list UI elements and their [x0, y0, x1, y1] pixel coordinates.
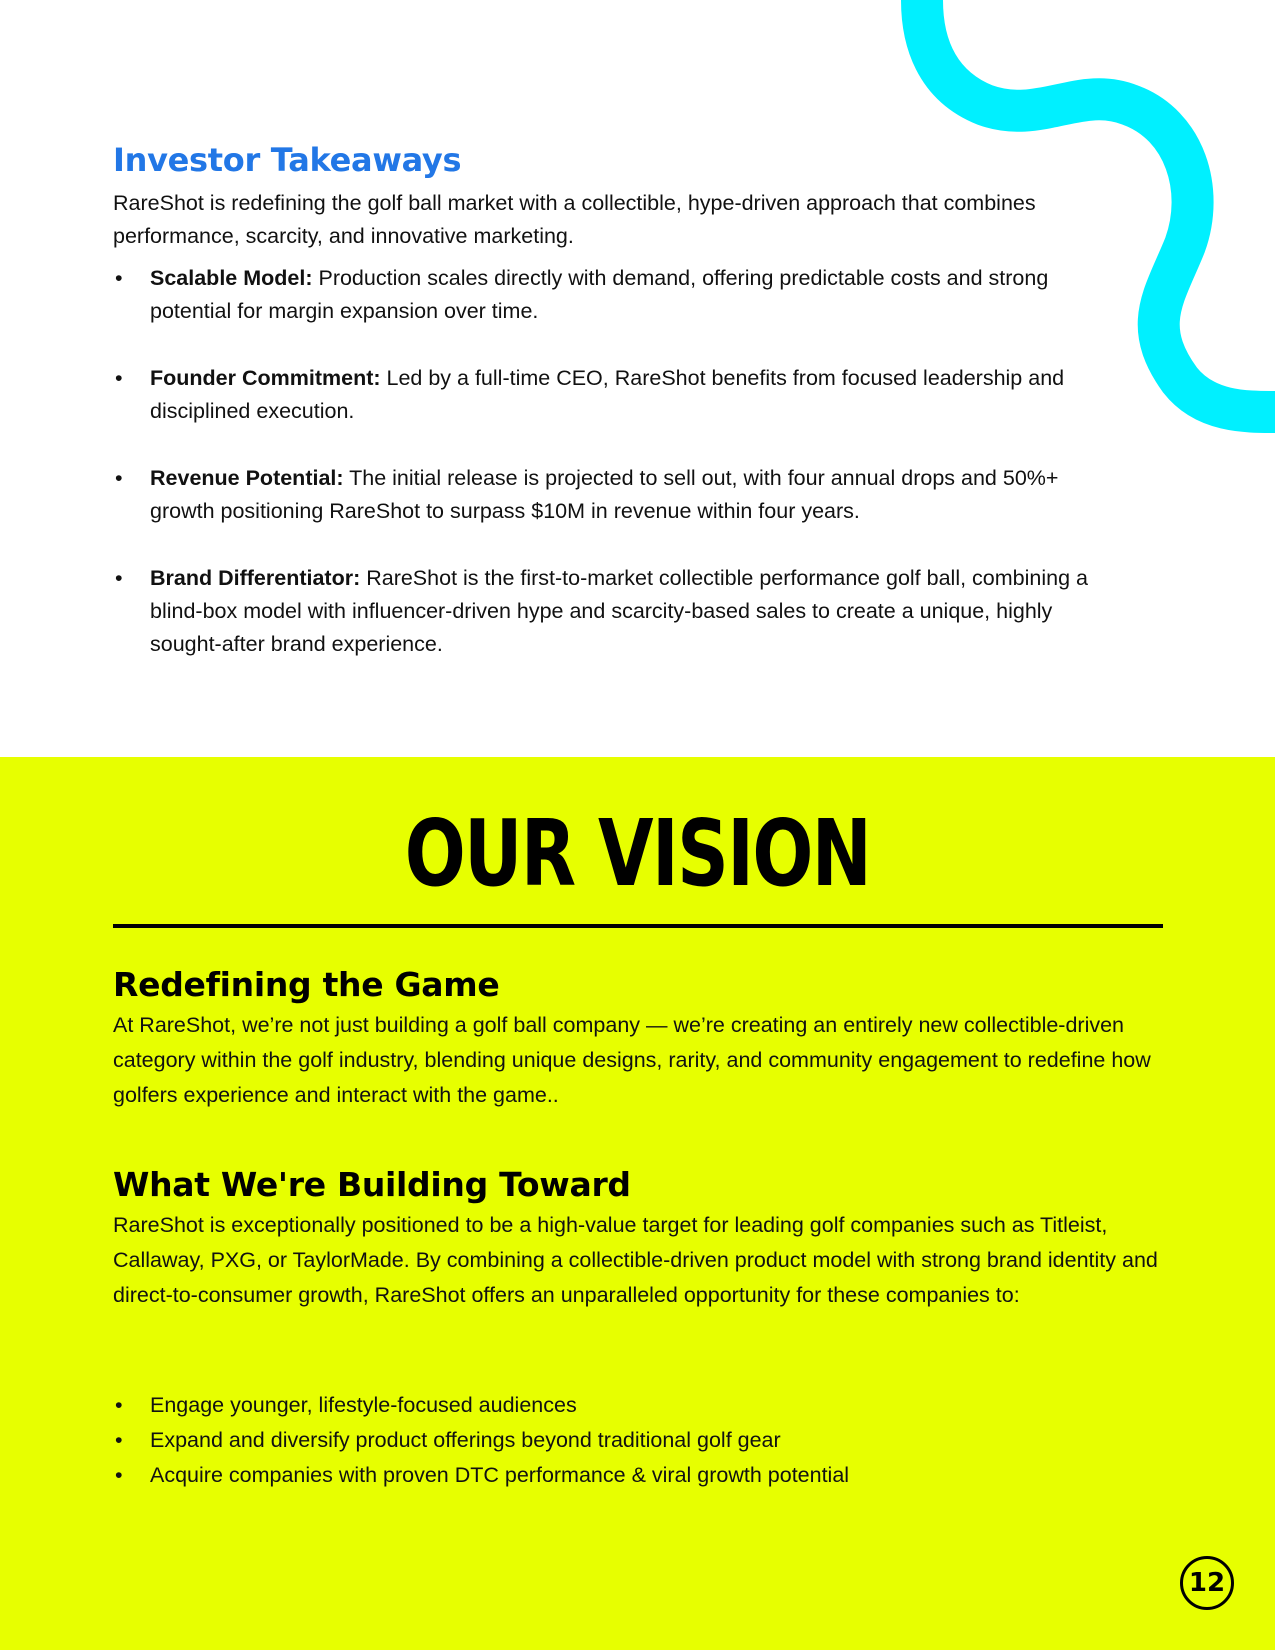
- item-label: Revenue Potential:: [150, 466, 344, 490]
- item-text: The initial release is projected to sell out, with four annual drops and 50%+ growth positioning RareShot to surpass $10M in revenue within four years.: [150, 466, 1059, 523]
- building-heading: What We're Building Toward: [113, 1165, 631, 1204]
- item-text: Production scales directly with demand, offering predictable costs and strong potential for margin expansion over time.: [150, 266, 1049, 323]
- bullet-icon: •: [115, 1428, 123, 1452]
- takeaways-section: [0, 0, 1275, 757]
- bullet-icon: •: [115, 1393, 123, 1417]
- takeaways-list: [113, 262, 1113, 695]
- goal-text: Acquire companies with proven DTC performance & viral growth potential: [150, 1463, 850, 1487]
- list-item: [113, 462, 1113, 528]
- vision-section: [0, 757, 1275, 1650]
- bullet-icon: •: [115, 466, 123, 490]
- bullet-icon: •: [115, 566, 123, 590]
- list-item: [113, 562, 1113, 661]
- takeaways-intro: RareShot is redefining the golf ball market with a collectible, hype-driven approach that combines performance, scarcity, and innovative marketing.: [113, 191, 1036, 248]
- bullet-icon: •: [115, 366, 123, 390]
- list-item: [113, 1458, 1113, 1493]
- list-item: [113, 1388, 1113, 1423]
- bullet-icon: •: [115, 266, 123, 290]
- goal-text: Engage younger, lifestyle-focused audiences: [150, 1393, 577, 1417]
- divider: [113, 924, 1163, 928]
- item-label: Brand Differentiator:: [150, 566, 361, 590]
- list-item: [113, 362, 1113, 428]
- list-item: [113, 262, 1113, 328]
- page-number: 12: [1180, 1556, 1234, 1610]
- redefining-heading: Redefining the Game: [113, 965, 500, 1004]
- bullet-icon: •: [115, 1463, 123, 1487]
- goals-list: [113, 1388, 1113, 1493]
- item-text: RareShot is the first-to-market collectible performance golf ball, combining a blind-box model with influencer-driven hype and scarcity-based sales to create a unique, highly sought-after brand experience.: [150, 566, 1088, 656]
- redefining-body: At RareShot, we’re not just building a golf ball company — we’re creating an entirely new collectible-driven category within the golf industry, blending unique designs, rarity, and community engagement to redefine how golfers experience and interact with the game..: [113, 1013, 1151, 1107]
- goal-text: Expand and diversify product offerings beyond traditional golf gear: [150, 1428, 781, 1452]
- investor-takeaways-title: Investor Takeaways: [113, 141, 462, 179]
- list-item: [113, 1423, 1113, 1458]
- item-label: Scalable Model:: [150, 266, 313, 290]
- item-label: Founder Commitment:: [150, 366, 381, 390]
- vision-title: OUR VISION: [404, 800, 871, 907]
- item-text: Led by a full-time CEO, RareShot benefits from focused leadership and disciplined execution.: [150, 366, 1065, 423]
- building-body: RareShot is exceptionally positioned to be a high-value target for leading golf companies such as Titleist, Callaway, PXG, or TaylorMade. By combining a collectible-driven product model with strong brand identity and direct-to-consumer growth, RareShot offers an unparalleled opportunity for these companies to:: [113, 1213, 1158, 1307]
